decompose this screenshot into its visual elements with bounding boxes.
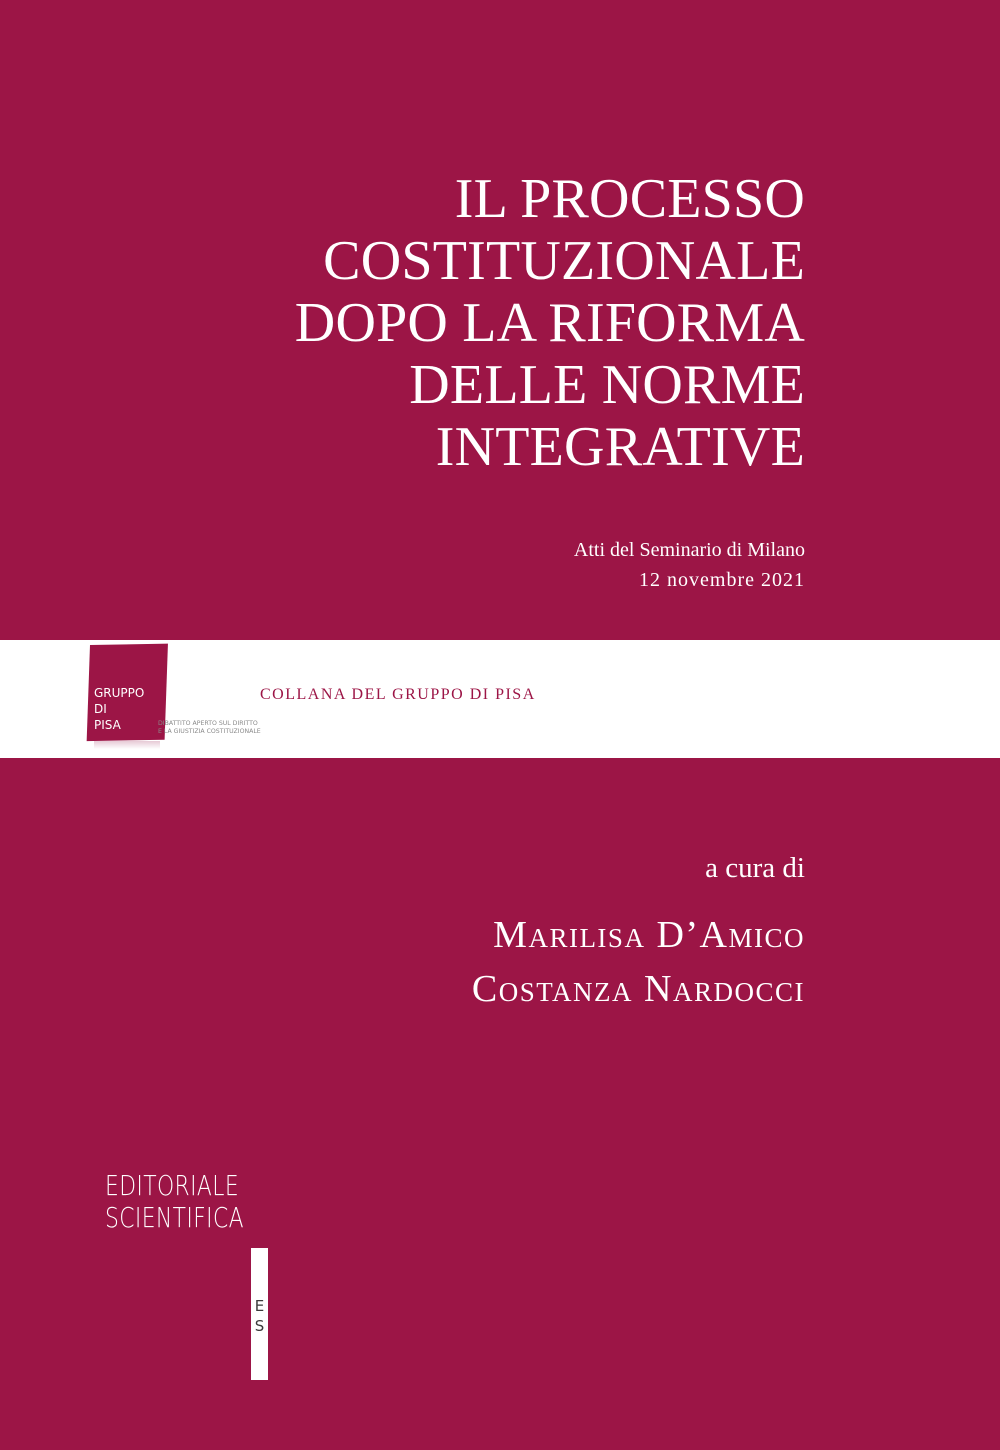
title-line-1: IL PROCESSO xyxy=(454,168,805,230)
title-line-3: DOPO LA RIFORMA xyxy=(294,292,805,354)
editor-name-1: Marilisa D’Amico xyxy=(493,914,805,956)
logo-reflection xyxy=(94,741,160,749)
book-subtitle xyxy=(305,535,805,595)
publisher-logo xyxy=(105,1170,283,1234)
subtitle-date: 12 novembre 2021 xyxy=(639,569,805,591)
publisher-line-2: SCIENTIFICA xyxy=(105,1201,244,1234)
logo-line-1: GRUPPO xyxy=(94,686,145,700)
logo-text xyxy=(94,685,144,733)
title-line-2: COSTITUZIONALE xyxy=(323,230,805,292)
title-line-5: INTEGRATIVE xyxy=(435,416,805,478)
logo-line-2: DI xyxy=(94,702,107,716)
editors-label: a cura di xyxy=(705,852,805,884)
editors-block xyxy=(205,848,805,1016)
logo-line-3: PISA xyxy=(94,718,121,732)
publisher-line-1: EDITORIALE xyxy=(105,1169,240,1202)
publisher-mark-letters xyxy=(252,1296,267,1336)
series-name: COLLANA DEL GRUPPO DI PISA xyxy=(260,686,536,703)
subtitle-seminar: Atti del Seminario di Milano xyxy=(573,539,805,561)
book-title xyxy=(105,168,805,478)
logo-tagline xyxy=(158,720,261,736)
editor-name-2: Costanza Nardocci xyxy=(471,968,805,1010)
title-line-4: DELLE NORME xyxy=(409,354,805,416)
gruppo-di-pisa-logo xyxy=(82,645,262,755)
logo-tagline-2: E LA GIUSTIZIA COSTITUZIONALE xyxy=(158,728,261,735)
logo-tagline-1: DIBATTITO APERTO SUL DIRITTO xyxy=(158,720,258,727)
publisher-mark-s: S xyxy=(254,1317,265,1335)
publisher-mark-e: E xyxy=(254,1297,265,1315)
